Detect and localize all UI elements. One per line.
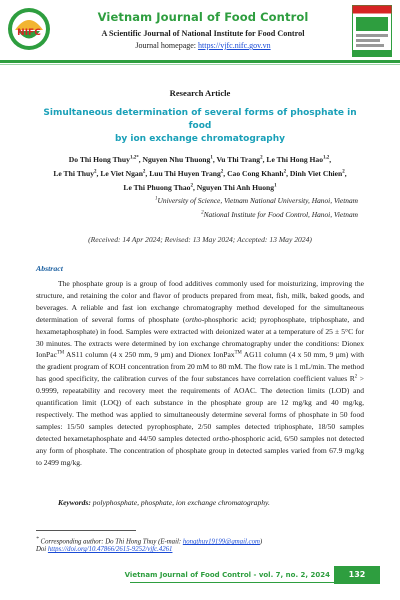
footer-divider xyxy=(130,582,334,583)
author-list: Do Thi Hong Thuy$^{1,2*}$, Nguyen Nhu Thuong$^1$, Vu Thi Trang$^2$, Le Thi Hong Hao$^{1,2}$, Le Thi Thuy$^2$, Le Viet Ngan$^2$, Luu Thi Huyen Trang$^2$, Cao Cong Khanh$^2$, Dinh Viet Chien$^2$, Le Thi Phuong Thao$^2$, Nguyen Thi Anh Huong$^1$ xyxy=(53,155,347,192)
article-title xyxy=(40,107,360,146)
doi-note: Doi https://doi.org/10.47866/2615-9252/vjfc.4261 xyxy=(36,546,173,553)
footnote-divider xyxy=(36,530,136,531)
email-link[interactable]: hongthuy19199@gmail.com xyxy=(182,538,260,546)
corresponding-author-note: * Corresponding author: Do Thi Hong Thuy (E-mail: hongthuy19199@gmail.com) xyxy=(36,536,263,546)
doi-link[interactable]: https://doi.org/10.47866/2615-9252/vjfc.4261 xyxy=(47,546,173,553)
keywords-label: Keywords: xyxy=(58,498,91,507)
svg-text:NIFC: NIFC xyxy=(17,28,41,38)
author: Le Thi Hong Hao$^{1,2}$ xyxy=(266,155,330,164)
author: Nguyen Nhu Thuong$^1$ xyxy=(142,155,213,164)
author: Vu Thi Trang$^2$ xyxy=(216,155,263,164)
affiliation: $^1$University of Science, Vietnam National University, Hanoi, Vietnam xyxy=(155,196,358,205)
keywords-text: polyphosphate, phosphate, ion exchange chromatography. xyxy=(90,498,270,507)
author: Dinh Viet Chien$^2$ xyxy=(289,169,345,178)
header-divider xyxy=(0,60,400,63)
journal-cover-icon xyxy=(352,5,392,57)
homepage-link[interactable]: https://vjfc.nifc.gov.vn xyxy=(198,41,271,50)
abstract-text: The phosphate group is a group of food additives commonly used for moisturizing, improving the structure, and retaining the color and flavor of products prepared from meat, fish, milk, baked goods, and beverages. A reliable and fast ion exchange chromatography method developed for the simultaneous determination of several forms of phosphate (ortho-phosphoric acid; pyrophosphate, triphosphate, and hexametaphosphate) in food. Samples were extracted with deionized water at a temperature of 25 ± 5°C for 30 minutes. The extracts were determined by ion exchange chromatography under the conditions: Dionex IonPac™ AS11 column (4 x 250 mm, 9 µm) and Dionex IonPax™ AG11 column (4 x 50 mm, 9 µm) with the gradient program of KOH concentration from 20 mM to 80 mM. The flow rate is 1 mL/min. The method has good specificity, the calibration curves of the four substances have correlation coefficient values $R^2 > 0.9999$, repeatability and recovery meet the requirements of AOAC. The detection limits (LOD) and quantification limit (LOQ) of each substance in the phosphate group are 12 mg/kg and 40 mg/kg, respectively. The method was applied to simultaneously determine several forms of phosphate in 50 food samples: 15/50 samples detected pyrophosphate, 2/50 samples detected triphosphate, 18/50 samples detected hexametaphosphate and 44/50 samples detected ortho-phosphoric acid, 6/50 samples not detected any form of phosphate. The concentration of phosphate group in detected samples varied from 67.9 mg/kg to 2499 mg/kg. xyxy=(36,279,364,467)
author: Le Thi Thuy$^2$ xyxy=(53,169,97,178)
footer-citation: Vietnam Journal of Food Control - vol. 7, no. 2, 2024 xyxy=(124,571,330,579)
page-number: 132 xyxy=(334,566,380,584)
header-divider-thin xyxy=(0,64,400,65)
article-type: Research Article xyxy=(169,88,231,98)
author: Do Thi Hong Thuy$^{1,2*}$ xyxy=(68,155,139,164)
affiliation: $^2$National Institute for Food Control, Hanoi, Vietnam xyxy=(201,210,358,219)
nifc-logo-icon xyxy=(6,6,52,52)
author: Le Thi Phuong Thao$^2$ xyxy=(123,183,193,192)
title-line-1: Simultaneous determination of several forms of phosphate in food xyxy=(43,108,357,131)
author: Nguyen Thi Anh Huong$^1$ xyxy=(196,183,277,192)
author: Luu Thi Huyen Trang$^2$ xyxy=(149,169,224,178)
journal-homepage xyxy=(56,41,350,50)
title-line-2: by ion exchange chromatography xyxy=(114,134,286,144)
author: Cao Cong Khanh$^2$ xyxy=(227,169,287,178)
homepage-label: Journal homepage: xyxy=(135,41,199,50)
journal-name: Vietnam Journal of Food Control xyxy=(97,10,309,24)
journal-header xyxy=(0,0,400,72)
author: Le Viet Ngan$^2$ xyxy=(100,169,146,178)
article-dates: (Received: 14 Apr 2024; Revised: 13 May 2024; Accepted: 13 May 2024) xyxy=(88,235,312,244)
abstract-heading: Abstract xyxy=(36,264,63,273)
keywords xyxy=(58,498,270,507)
journal-subtitle: A Scientific Journal of National Institute for Food Control xyxy=(101,29,305,38)
